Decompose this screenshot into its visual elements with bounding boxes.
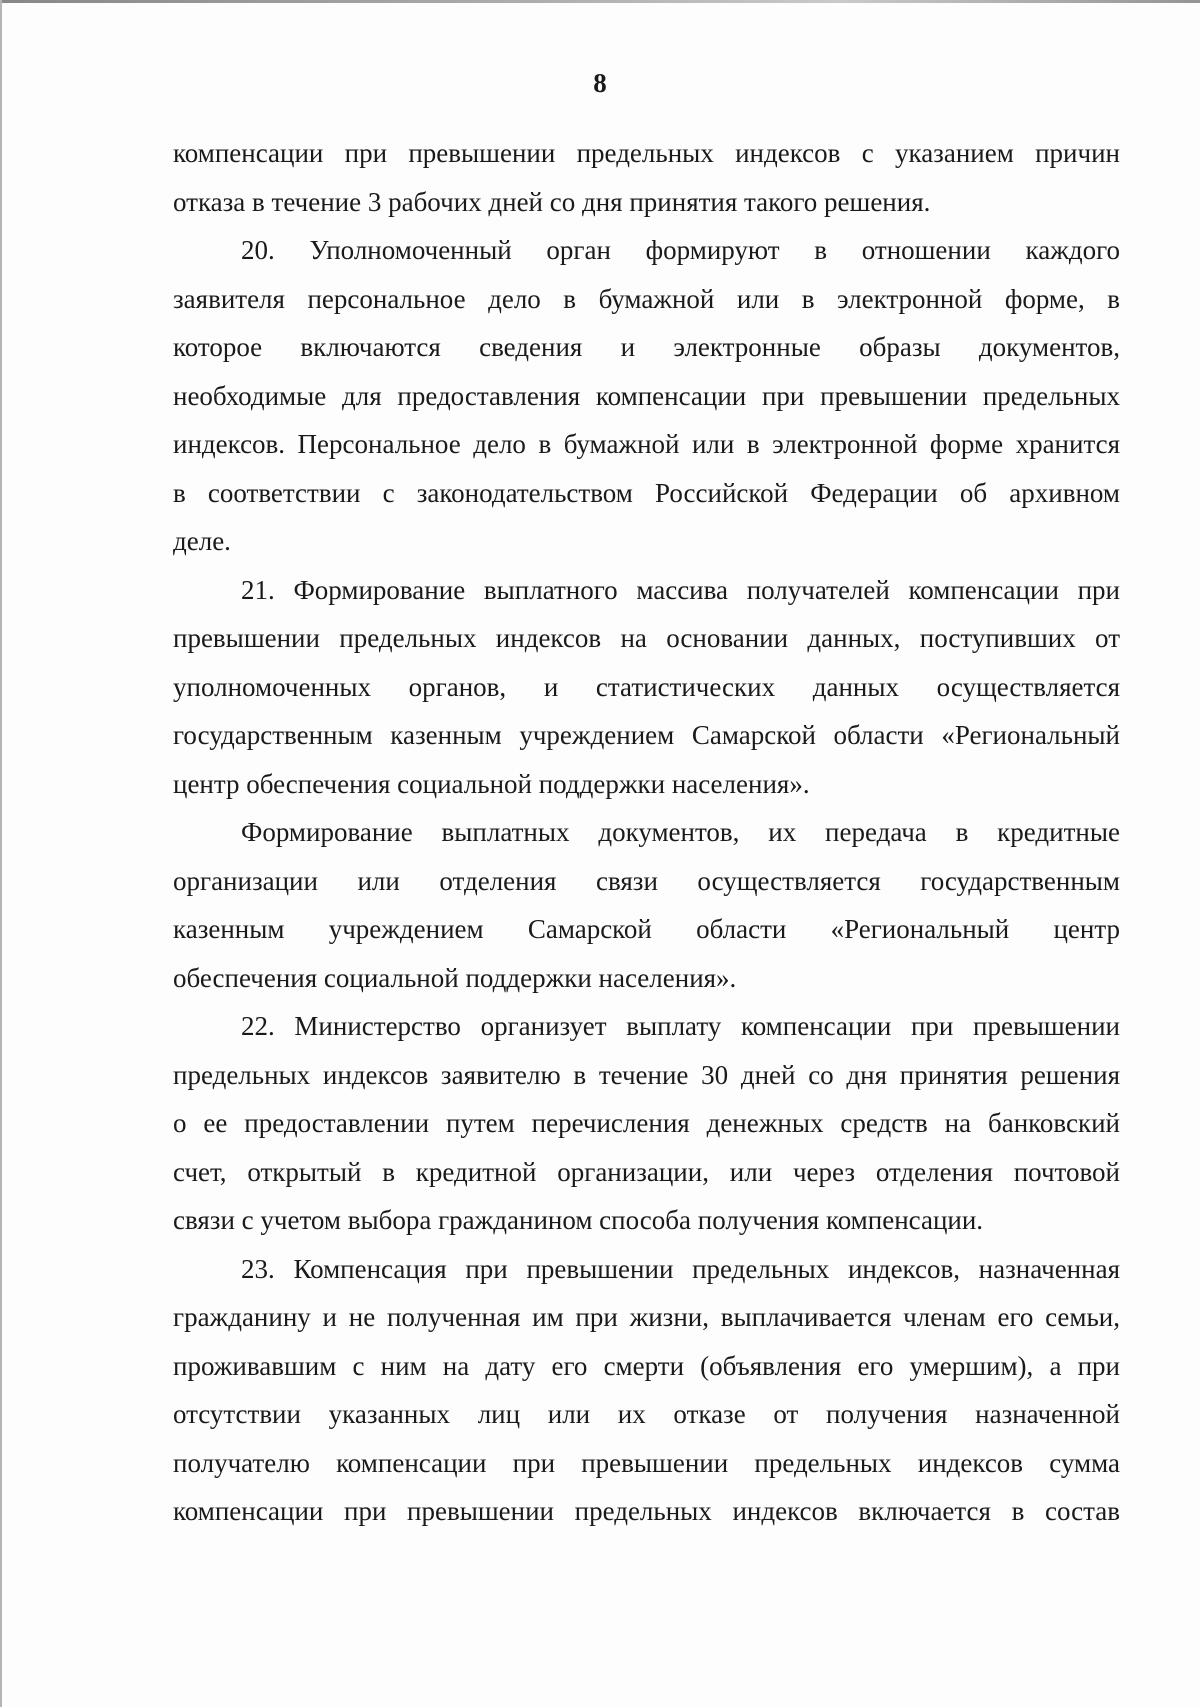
paragraph-payment-documents bbox=[173, 808, 1120, 1002]
text-line: центр обеспечения социальной поддержки населения». bbox=[173, 768, 810, 799]
text-line: в соответствии с законодательством Российской Федерации об архивном bbox=[173, 477, 1120, 508]
paragraph-item-22 bbox=[173, 1002, 1120, 1245]
text-line: связи с учетом выбора гражданином способа получения компенсации. bbox=[173, 1205, 984, 1235]
text-line: которое включаются сведения и электронные образы документов, bbox=[173, 332, 1120, 362]
text-line: гражданину и не полученная им при жизни, выплачивается членам его семьи, bbox=[173, 1302, 1120, 1332]
text-line: необходимые для предоставления компенсации при превышении предельных bbox=[173, 380, 1120, 411]
text-line: отсутствии указанных лиц или их отказе от получения назначенной bbox=[173, 1399, 1120, 1429]
text-line: 23. Компенсация при превышении предельных индексов, назначенная bbox=[241, 1253, 1120, 1284]
page-number: 8 bbox=[593, 68, 607, 98]
text-line: заявителя персональное дело в бумажной или в электронной форме, в bbox=[173, 283, 1120, 314]
text-line: индексов. Персональное дело в бумажной или в электронной форме хранится bbox=[173, 429, 1120, 459]
text-line: организации или отделения связи осуществляется государственным bbox=[173, 865, 1120, 896]
text-line: получателю компенсации при превышении предельных индексов сумма bbox=[173, 1447, 1120, 1478]
text-line: 22. Министерство организует выплату компенсации при превышении bbox=[241, 1011, 1120, 1041]
text-line: превышении предельных индексов на основании данных, поступивших от bbox=[173, 623, 1120, 653]
text-line: о ее предоставлении путем перечисления денежных средств на банковский bbox=[173, 1108, 1120, 1138]
text-line: 20. Уполномоченный орган формируют в отношении каждого bbox=[241, 235, 1120, 265]
text-line: проживавшим с ним на дату его смерти (объявления его умершим), а при bbox=[173, 1350, 1120, 1381]
text-line: уполномоченных органов, и статистических данных осуществляется bbox=[173, 671, 1120, 702]
text-line: предельных индексов заявителю в течение 30 дней со дня принятия решения bbox=[173, 1059, 1120, 1090]
text-line: компенсации при превышении предельных индексов с указанием причин bbox=[173, 138, 1120, 168]
text-line: компенсации при превышении предельных индексов включается в состав bbox=[173, 1496, 1120, 1526]
text-line: обеспечения социальной поддержки населения». bbox=[173, 962, 737, 993]
paragraph-item-23 bbox=[173, 1245, 1120, 1536]
text-line: казенным учреждением Самарской области «Региональный центр bbox=[173, 914, 1120, 944]
paragraph-continuation bbox=[173, 129, 1120, 226]
text-line: счет, открытый в кредитной организации, или через отделения почтовой bbox=[173, 1156, 1120, 1187]
scan-edge-top bbox=[0, 0, 1200, 3]
paragraph-item-20 bbox=[173, 226, 1120, 566]
text-line: государственным казенным учреждением Самарской области «Региональный bbox=[173, 720, 1120, 750]
document-body bbox=[173, 129, 1120, 1536]
text-line: отказа в течение 3 рабочих дней со дня принятия такого решения. bbox=[173, 186, 931, 217]
text-line: Формирование выплатных документов, их передача в кредитные bbox=[241, 817, 1120, 847]
scan-edge-left bbox=[0, 0, 2, 1707]
text-line: 21. Формирование выплатного массива получателей компенсации при bbox=[241, 574, 1120, 605]
paragraph-item-21 bbox=[173, 566, 1120, 809]
text-line: деле. bbox=[173, 526, 231, 556]
